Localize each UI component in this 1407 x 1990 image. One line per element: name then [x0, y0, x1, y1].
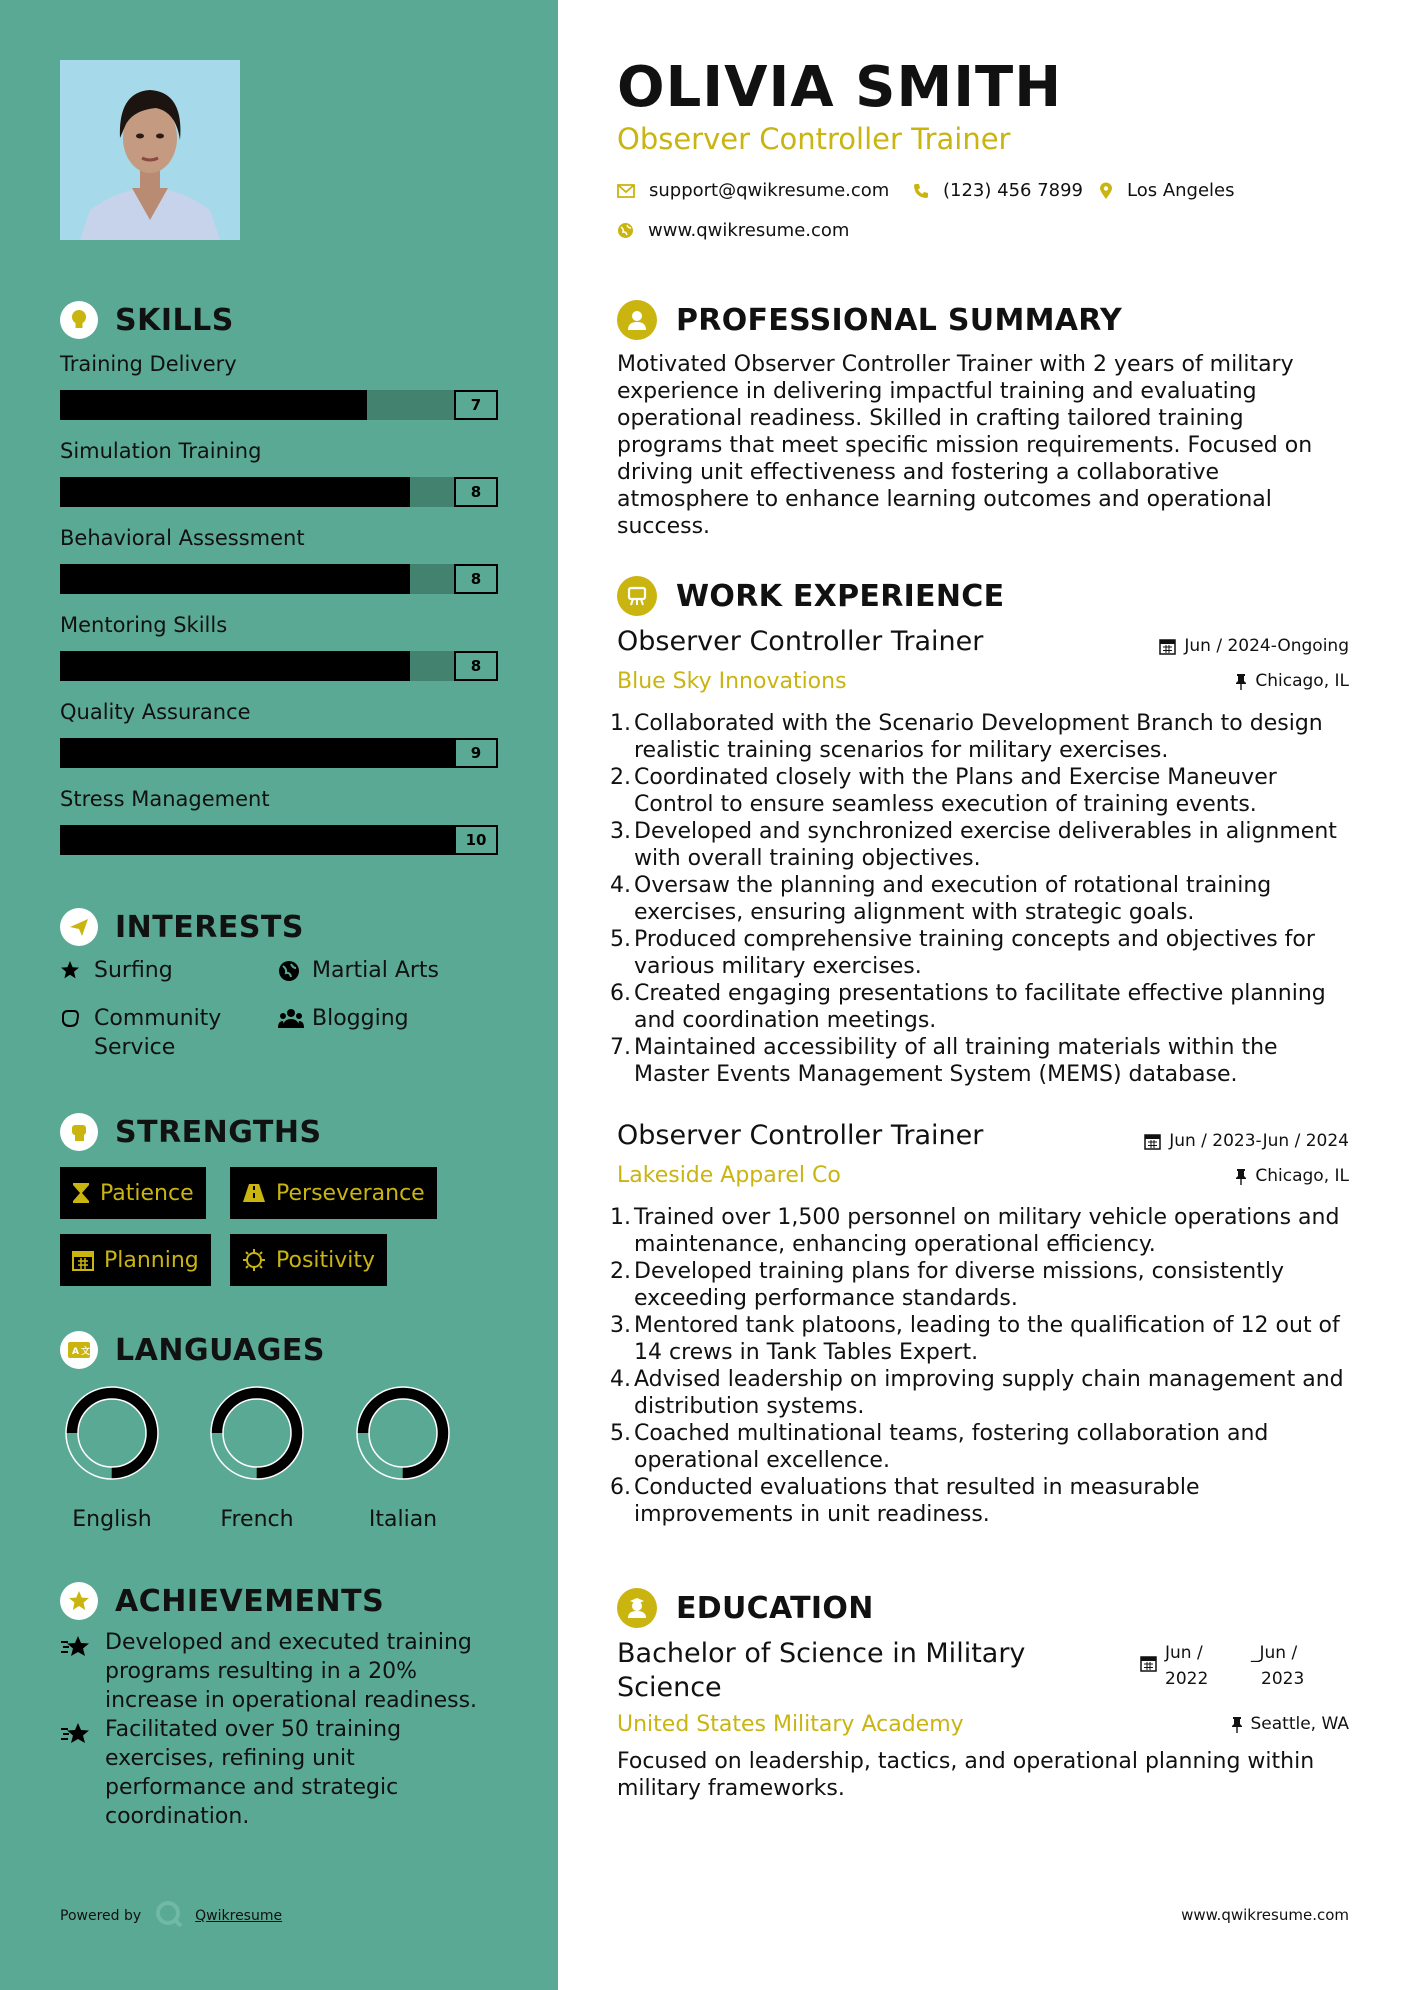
strengths-title: STRENGTHS: [115, 1114, 322, 1150]
contact-email: [617, 180, 889, 201]
skill-name: Mentoring Skills: [60, 613, 228, 637]
language-donut: [209, 1385, 305, 1481]
skill-item: [60, 700, 498, 768]
qwikresume-logo-icon: [155, 1900, 183, 1932]
skill-bar-fill: [60, 825, 498, 855]
skill-level: 9: [454, 738, 498, 768]
bullet-number: 2.: [610, 765, 631, 790]
education-end: [1251, 1640, 1337, 1692]
job-bullet: [610, 1312, 1355, 1366]
achievements-title: ACHIEVEMENTS: [115, 1583, 385, 1619]
skill-name: Stress Management: [60, 787, 270, 811]
education-start-year: 2022: [1165, 1669, 1209, 1689]
job-bullet: [610, 1204, 1355, 1258]
job-bullet: [610, 710, 1355, 764]
candidate-name: OLIVIA SMITH: [617, 55, 1063, 120]
bullet-number: 1.: [610, 711, 631, 736]
svg-text:文: 文: [81, 1347, 91, 1357]
bullet-number: 6.: [610, 981, 631, 1006]
envelope-icon: [617, 184, 635, 198]
skill-level: 8: [454, 477, 498, 507]
star-icon: [60, 956, 94, 980]
donut-inner-outline: [369, 1399, 437, 1467]
education-degree: Bachelor of Science in Military Science: [617, 1638, 1026, 1703]
language-item: [197, 1385, 317, 1532]
job-bullet: [610, 818, 1355, 872]
language-label: Italian: [368, 1507, 438, 1532]
strength-badge: [230, 1234, 387, 1286]
strength-badge: [230, 1167, 437, 1219]
job-location: [1235, 1166, 1349, 1186]
job-location-text: Chicago, IL: [1255, 671, 1349, 691]
graduate-icon: [617, 1588, 657, 1628]
bullet-text: Conducted evaluations that resulted in measurable improvements in unit readiness.: [634, 1475, 1200, 1527]
interest-item: [60, 956, 173, 985]
globe-icon: [278, 956, 312, 982]
skill-level: 7: [454, 390, 498, 420]
language-label: French: [220, 1507, 294, 1532]
star-burst-icon: [60, 1715, 105, 1831]
hourglass-icon: [72, 1182, 90, 1204]
education-school: United States Military Academy: [617, 1712, 964, 1737]
bullet-text: Created engaging presentations to facilitate effective planning and coordination meetings.: [634, 981, 1326, 1033]
experience-heading: [617, 576, 1004, 616]
bullet-text: Developed and synchronized exercise deliverables in alignment with overall training objectives.: [634, 819, 1337, 871]
job-company: Blue Sky Innovations: [617, 669, 847, 694]
svg-text:A: A: [72, 1347, 79, 1357]
skill-name: Quality Assurance: [60, 700, 251, 724]
donut-outline: [211, 1387, 303, 1479]
donut-outline: [66, 1387, 158, 1479]
language-label: English: [72, 1507, 152, 1532]
job-bullet: [610, 1420, 1355, 1474]
language-icon: [60, 1331, 98, 1369]
interests-title: INTERESTS: [115, 909, 304, 945]
skill-level: 10: [454, 825, 498, 855]
job-bullet: [610, 764, 1355, 818]
pushpin-icon: [1231, 1716, 1243, 1733]
achievement-item: [60, 1628, 500, 1715]
skill-level: 8: [454, 564, 498, 594]
interest-label: Martial Arts: [312, 958, 440, 983]
email-text[interactable]: support@qwikresume.com: [649, 180, 890, 201]
bullet-number: 3.: [610, 819, 631, 844]
skills-heading: [60, 300, 234, 340]
pushpin-icon: [1235, 673, 1247, 690]
donut-outline: [357, 1387, 449, 1479]
bullet-number: 4.: [610, 873, 631, 898]
bullet-text: Developed training plans for diverse missions, consistently exceeding performance standards.: [634, 1259, 1284, 1311]
bullet-number: 7.: [610, 1035, 631, 1060]
job-dates: [1144, 1131, 1349, 1151]
strength-label: Positivity: [276, 1247, 376, 1273]
bullet-number: 5.: [610, 1421, 631, 1446]
lightbulb-icon: [60, 301, 98, 339]
education-description: Focused on leadership, tactics, and operational planning within military frameworks.: [617, 1749, 1315, 1801]
education-location-text: Seattle, WA: [1250, 1714, 1349, 1734]
skill-item: [60, 439, 498, 507]
education-start-month: Jun /: [1165, 1643, 1203, 1663]
website-text[interactable]: www.qwikresume.com: [648, 220, 850, 241]
job-dates: [1159, 636, 1349, 656]
interest-label: Community Service: [94, 1006, 222, 1060]
skill-bar: [60, 390, 498, 420]
skill-bar-fill: [60, 651, 410, 681]
bullet-number: 6.: [610, 1475, 631, 1500]
skill-bar-fill: [60, 477, 410, 507]
job-location: [1235, 671, 1349, 691]
education-end-month: _Jun /: [1251, 1643, 1298, 1663]
skill-item: [60, 787, 498, 855]
bullet-number: 5.: [610, 927, 631, 952]
hand-icon: [60, 1004, 94, 1028]
portrait-image: [60, 60, 240, 240]
language-donut: [64, 1385, 160, 1481]
skill-name: Behavioral Assessment: [60, 526, 305, 550]
profile-photo: [60, 60, 240, 240]
skill-bar: [60, 738, 498, 768]
bullet-text: Advised leadership on improving supply chain management and distribution systems.: [634, 1367, 1344, 1419]
map-pin-icon: [1099, 182, 1113, 200]
bullet-text: Collaborated with the Scenario Development Branch to design realistic training scenarios for military exercises.: [634, 711, 1323, 763]
job-title: Observer Controller Trainer: [617, 626, 984, 657]
bullet-text: Maintained accessibility of all training materials within the Master Events Management System (MEMS) database.: [634, 1035, 1278, 1087]
languages-title: LANGUAGES: [115, 1332, 325, 1368]
bullet-text: Trained over 1,500 personnel on military vehicle operations and maintenance, enhancing operational efficiency.: [634, 1205, 1340, 1257]
education-location: [1231, 1714, 1350, 1734]
strength-label: Perseverance: [276, 1180, 425, 1206]
skill-bar: [60, 477, 498, 507]
achievement-text: Facilitated over 50 training exercises, refining unit performance and strategic coordination.: [105, 1717, 402, 1829]
skill-name: Simulation Training: [60, 439, 262, 463]
interests-heading: [60, 907, 304, 947]
road-icon: [242, 1183, 266, 1203]
bullet-text: Produced comprehensive training concepts and objectives for various military exercises.: [634, 927, 1315, 979]
phone-text[interactable]: (123) 456 7899: [943, 180, 1084, 201]
star-burst-icon: [60, 1628, 105, 1715]
user-icon: [617, 300, 657, 340]
strengths-heading: [60, 1112, 322, 1152]
users-icon: [278, 1004, 312, 1030]
bullet-number: 1.: [610, 1205, 631, 1230]
donut-inner-outline: [78, 1399, 146, 1467]
calendar-icon: [1144, 1133, 1161, 1150]
job-company: Lakeside Apparel Co: [617, 1163, 841, 1188]
skill-bar: [60, 564, 498, 594]
job-bullet: [610, 1366, 1355, 1420]
calendar-icon: [72, 1249, 94, 1271]
candidate-title: Observer Controller Trainer: [617, 122, 1011, 156]
job-title: Observer Controller Trainer: [617, 1120, 984, 1151]
bullet-number: 3.: [610, 1313, 631, 1338]
achievement-text: Developed and executed training programs resulting in a 20% increase in operational readiness.: [105, 1630, 478, 1713]
job-bullet: [610, 980, 1355, 1034]
job-dates-text: Jun / 2024-Ongoing: [1184, 636, 1349, 656]
powered-label: Powered by: [60, 1908, 142, 1924]
skill-bar-fill: [60, 390, 367, 420]
education-end-year: 2023: [1261, 1669, 1305, 1689]
sidebar: [0, 0, 558, 1990]
skill-item: [60, 613, 498, 681]
briefcase-icon: [617, 576, 657, 616]
achievement-item: [60, 1715, 500, 1831]
interest-label: Surfing: [94, 958, 173, 983]
skills-title: SKILLS: [115, 302, 234, 338]
interest-label: Blogging: [312, 1006, 409, 1031]
language-item: [52, 1385, 172, 1532]
strength-label: Patience: [100, 1180, 194, 1206]
job-bullet: [610, 1258, 1355, 1312]
job-bullets: [610, 1204, 1355, 1528]
footer-url[interactable]: www.qwikresume.com: [1181, 1906, 1349, 1924]
skill-bar-fill: [60, 738, 454, 768]
job-dates-text: Jun / 2023-Jun / 2024: [1169, 1131, 1349, 1151]
strength-badge: [60, 1234, 211, 1286]
pushpin-icon: [1235, 1168, 1247, 1185]
skill-item: [60, 526, 498, 594]
globe-icon: [617, 222, 634, 239]
contact-location: [1099, 180, 1235, 201]
skill-bar: [60, 825, 498, 855]
bullet-text: Mentored tank platoons, leading to the qualification of 12 out of 14 crews in Tank Tables Expert.: [634, 1313, 1340, 1365]
interest-item: [278, 956, 439, 985]
interest-item: [278, 1004, 409, 1033]
skill-name: Training Delivery: [60, 352, 237, 376]
skill-item: [60, 352, 498, 420]
contact-phone: [913, 180, 1083, 201]
language-donut: [355, 1385, 451, 1481]
paper-plane-icon: [60, 908, 98, 946]
achievements-heading: [60, 1581, 384, 1621]
job-bullet: [610, 872, 1355, 926]
job-bullet: [610, 926, 1355, 980]
calendar-icon: [1159, 638, 1176, 655]
contact-website: [617, 220, 849, 241]
qwikresume-link[interactable]: Qwikresume: [195, 1908, 283, 1924]
summary-title: PROFESSIONAL SUMMARY: [676, 302, 1123, 338]
education-title: EDUCATION: [676, 1590, 874, 1626]
skill-bar-fill: [60, 564, 410, 594]
donut-inner-outline: [223, 1399, 291, 1467]
experience-title: WORK EXPERIENCE: [676, 578, 1005, 614]
skill-level: 8: [454, 651, 498, 681]
language-item: [343, 1385, 463, 1532]
bullet-text: Coordinated closely with the Plans and Exercise Maneuver Control to ensure seamless execution of training events.: [634, 765, 1277, 817]
calendar-icon: [1140, 1640, 1157, 1692]
medal-icon: [60, 1582, 98, 1620]
languages-heading: [60, 1330, 325, 1370]
interest-item: [60, 1004, 260, 1062]
summary-heading: [617, 300, 1122, 340]
phone-icon: [913, 183, 929, 199]
education-dates: [1140, 1640, 1337, 1692]
job-bullet: [610, 1034, 1355, 1088]
education-heading: [617, 1588, 874, 1628]
bullet-text: Oversaw the planning and execution of rotational training exercises, ensuring alignment with strategic goals.: [634, 873, 1272, 925]
job-location-text: Chicago, IL: [1255, 1166, 1349, 1186]
skill-bar: [60, 651, 498, 681]
bullet-number: 4.: [610, 1367, 631, 1392]
strength-label: Planning: [104, 1247, 199, 1273]
sun-icon: [242, 1248, 266, 1272]
strength-badge: [60, 1167, 206, 1219]
job-bullets: [610, 710, 1355, 1088]
education-start: [1165, 1640, 1251, 1692]
fist-icon: [60, 1113, 98, 1151]
summary-text: Motivated Observer Controller Trainer with 2 years of military experience in delivering impactful training and evaluating operational readiness. Skilled in crafting tailored training programs that meet specific mission requirements. Focused on driving unit effectiveness and fostering a collaborative atmosphere to enhance learning outcomes and operational success.: [617, 352, 1313, 539]
bullet-number: 2.: [610, 1259, 631, 1284]
location-text: Los Angeles: [1127, 180, 1235, 201]
bullet-text: Coached multinational teams, fostering collaboration and operational excellence.: [634, 1421, 1269, 1473]
job-bullet: [610, 1474, 1355, 1528]
powered-by: [60, 1900, 282, 1932]
